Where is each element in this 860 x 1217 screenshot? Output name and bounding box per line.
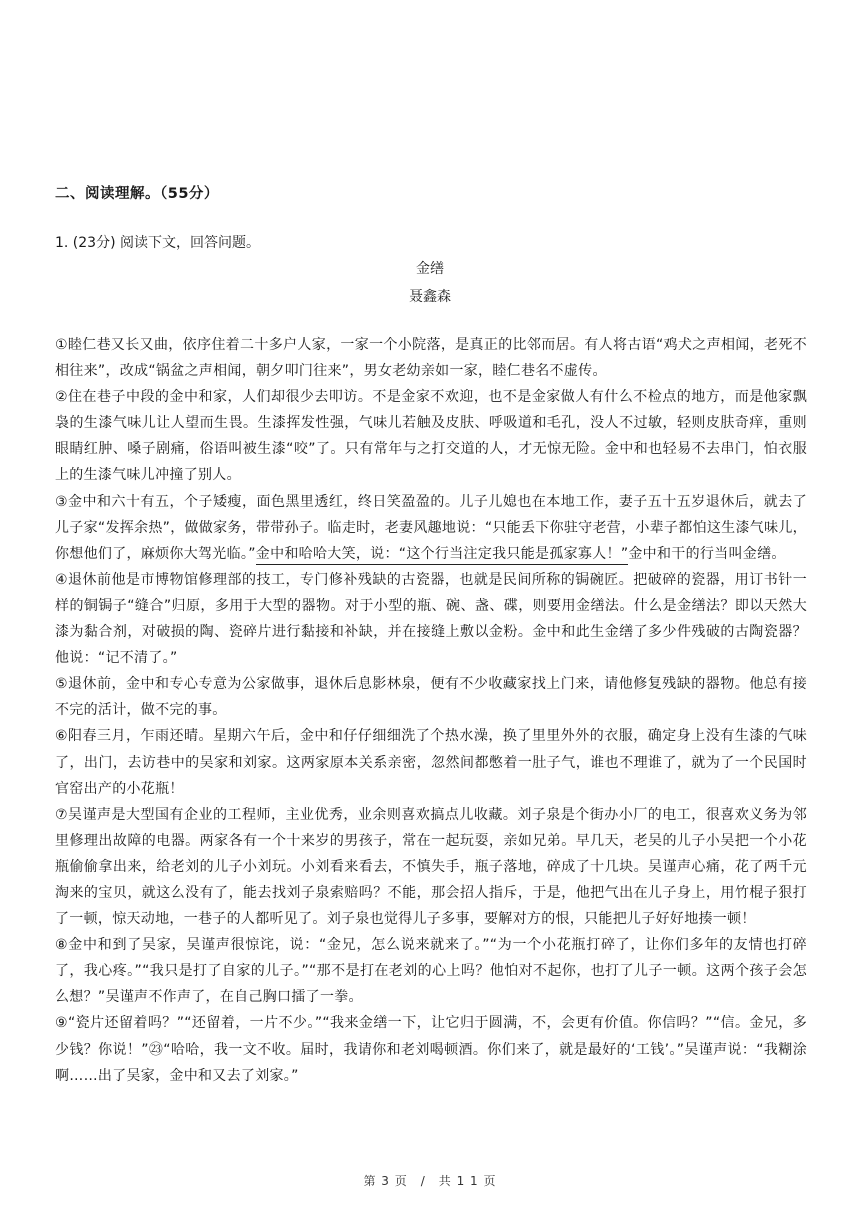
paragraph-1: ①睦仁巷又长又曲，依序住着二十多户人家，一家一个小院落，是真正的比邻而居。有人将古语“鸡犬之声相闻，老死不相往来”，改成“锅盆之声相闻，朝夕叩门往来”，男女老幼亲如一家，睦仁巷名不虚传。 [55, 337, 807, 380]
article-author: 聂鑫森 [409, 289, 451, 305]
paragraph-3-tail: 金中和干的行当叫金缮。 [628, 545, 786, 562]
section-title: 二、阅读理解。（55分） [55, 186, 219, 202]
article-body [55, 332, 807, 1089]
paragraph-7: ⑦吴谨声是大型国有企业的工程师，主业优秀，业余则喜欢搞点儿收藏。刘子泉是个街办小厂的电工，很喜欢义务为邻里修理出故障的电器。两家各有一个十来岁的男孩子，常在一起玩耍，亲如兄弟。早几天，老吴的儿子小吴把一个小花瓶偷偷拿出来，给老刘的儿子小刘玩。小刘看来看去，不慎失手，瓶子落地，碎成了十几块。吴谨声心痛，花了两千元淘来的宝贝，就这么没有了，能去找刘子泉索赔吗？不能，那会招人指斥，于是，他把气出在儿子身上，用竹棍子狠打了一顿，惊天动地，一巷子的人都听见了。刘子泉也觉得儿子多事，要解对方的恨，只能把儿子好好地揍一顿！ [55, 806, 807, 928]
article-title: 金缮 [416, 261, 444, 277]
paragraph-4: ④退休前他是市博物馆修理部的技工，专门修补残缺的古瓷器，也就是民间所称的锔碗匠。把破碎的瓷器，用订书针一样的铜锔子“缝合”归原，多用于大型的器物。对于小型的瓶、碗、盏、碟，则要用金缮法。什么是金缮法？即以天然大漆为黏合剂，对破损的陶、瓷碎片进行黏接和补缺，并在接缝上敷以金粉。金中和此生金缮了多少件残破的古陶瓷器？他说：“记不清了。” [55, 571, 807, 667]
page-footer: 第 3 页 / 共 1 1 页 [363, 1174, 497, 1188]
underlined-sentence: 金中和哈哈大笑，说：“这个行当注定我只能是孤家寡人！” [256, 546, 629, 565]
paragraph-8: ⑧金中和到了吴家，吴谨声很惊诧，说：“金兄，怎么说来就来了。”“为一个小花瓶打碎了，让你们多年的友情也打碎了，我心疼。”“我只是打了自家的儿子。”“那不是打在老刘的心上吗？他怕对不起你，也打了儿子一顿。这两个孩子会怎么想？”吴谨声不作声了，在自己胸口擂了一拳。 [55, 937, 807, 1006]
paragraph-9: ⑨“瓷片还留着吗？”“还留着，一片不少。”“我来金缮一下，让它归于圆满，不，会更有价值。你信吗？”“信。金兄，多少钱？你说！”㉓“哈哈，我一文不收。届时，我请你和老刘喝顿酒。你们来了，就是最好的‘工钱’。”吴谨声说：“我糊涂啊……出了吴家，金中和又去了刘家。” [55, 1015, 807, 1084]
paragraph-2: ②住在巷子中段的金中和家，人们却很少去叩访。不是金家不欢迎，也不是金家做人有什么不检点的地方，而是他家飘袅的生漆气味儿让人望而生畏。生漆挥发性强，气味儿若触及皮肤、呼吸道和毛孔，没人不过敏，轻则皮肤奇痒，重则眼睛红肿、嗓子剧痛，俗语叫被生漆“咬”了。只有常年与之打交道的人，才无惊无险。金中和也轻易不去串门，怕衣服上的生漆气味儿冲撞了别人。 [55, 389, 807, 484]
paragraph-5: ⑤退休前，金中和专心专意为公家做事，退休后息影林泉，便有不少收藏家找上门来，请他修复残缺的器物。他总有接不完的活计，做不完的事。 [55, 676, 807, 719]
paragraph-3 [55, 489, 807, 567]
paragraph-3-text: ③金中和六十有五，个子矮瘦，面色黑里透红，终日笑盈盈的。儿子儿媳也在本地工作，妻子五十五岁退休后，就去了儿子家“发挥余热”，做做家务，带带孙子。临走时，老妻风趣地说：“只能丢下你驻守老营，小辈子都怕这生漆气味儿，你想他们了，麻烦你大驾光临。” [55, 493, 807, 562]
paragraph-6: ⑥阳春三月，乍雨还晴。星期六午后，金中和仔仔细细洗了个热水澡，换了里里外外的衣服，确定身上没有生漆的气味了，出门，去访巷中的吴家和刘家。这两家原本关系亲密，忽然间都憋着一肚子气，谁也不理谁了，就为了一个民国时官窑出产的小花瓶！ [55, 728, 807, 797]
question-prompt: 1. (23分) 阅读下文，回答问题。 [55, 235, 260, 251]
